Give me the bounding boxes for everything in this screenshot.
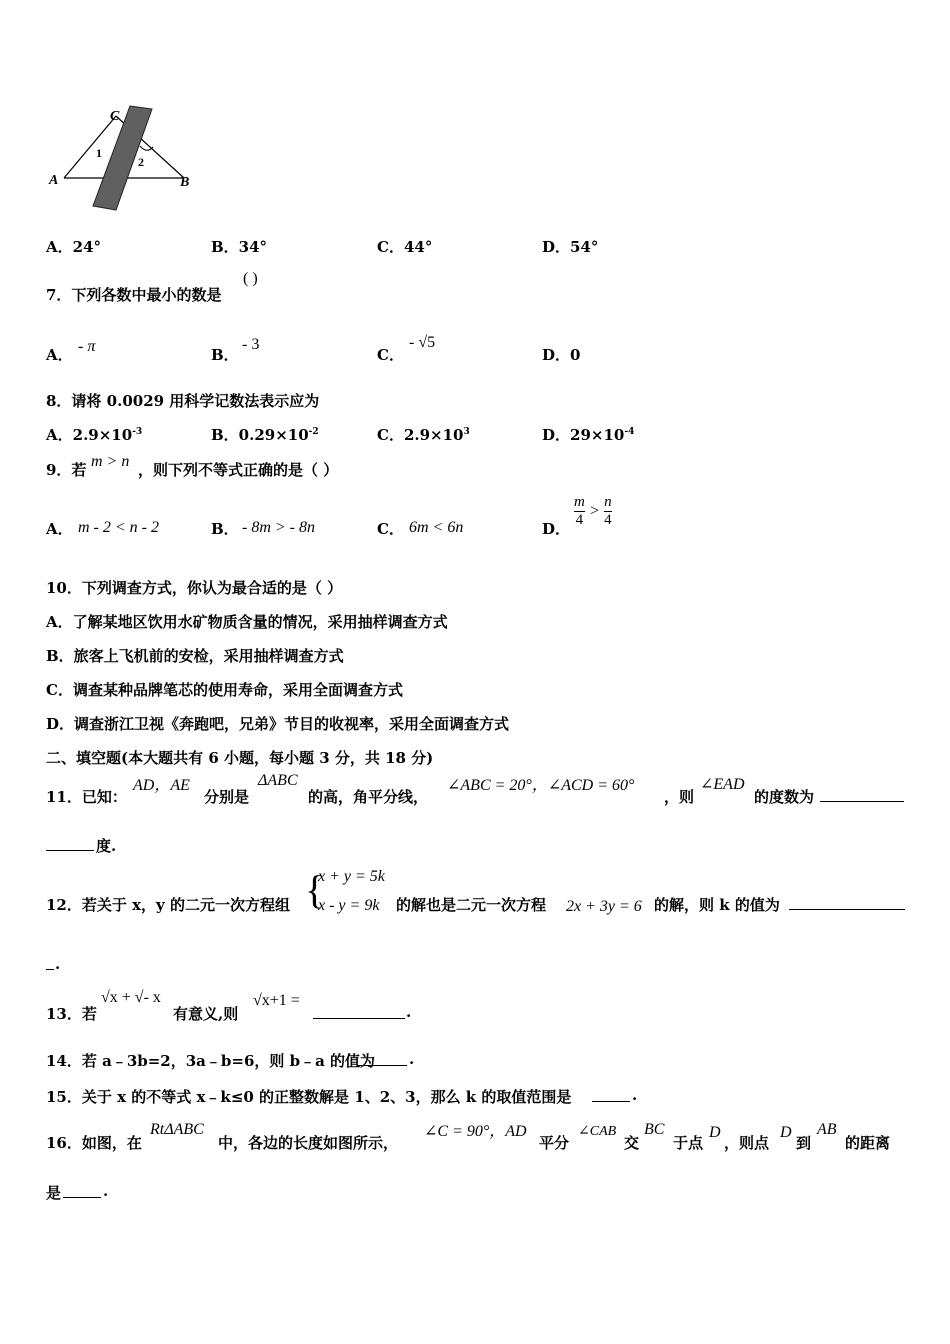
q8-option-d: D．$29\times 10^{-4}$ <box>542 426 635 444</box>
label-c: C <box>110 109 120 124</box>
q16-text-4: 于点 <box>673 1134 704 1152</box>
q13-math-sqrt-sum: √x + √- x <box>101 989 161 1006</box>
q16-math-rt-triangle: RtΔABC <box>150 1121 204 1138</box>
q7-option-b-math: - 3 <box>242 336 260 353</box>
q11-math-triangle: ΔABC <box>258 772 298 789</box>
q9-stem-post: ，则下列不等式正确的是（ ） <box>138 461 339 479</box>
q16-text-5: ，则点 <box>724 1134 770 1152</box>
q11-text-3: ，则 <box>664 788 695 806</box>
q10-option-c: C．调查某种品牌笔芯的使用寿命，采用全面调查方式 <box>46 681 403 699</box>
q9-stem-pre: 9．若 <box>46 461 87 479</box>
q14-end: . <box>409 1050 415 1068</box>
q7-option-a-math: - π <box>78 338 96 355</box>
q16-math-d: D <box>709 1124 721 1141</box>
q11-text-1: 分别是 <box>204 788 250 806</box>
q11-answer-blank-2[interactable] <box>46 836 94 851</box>
q9-option-d: D． <box>542 520 571 538</box>
q6-option-c: C．44° <box>377 238 433 256</box>
q6-option-b: B．34° <box>211 238 268 256</box>
q13-answer-blank[interactable] <box>313 1004 405 1019</box>
q16-text-6: 到 <box>796 1134 812 1152</box>
q13-text-1: 有意义,则 <box>173 1005 239 1023</box>
q12-text-1: 的解也是二元一次方程 <box>396 896 547 914</box>
q13-math-sqrt-x-plus-1: √x+1 = <box>253 992 300 1009</box>
q16-text-7: 的距离 <box>845 1134 891 1152</box>
q12-equation-1: x + y = 5k <box>318 868 385 885</box>
q7-stem: 7．下列各数中最小的数是 <box>46 286 222 304</box>
fraction-n-over-4: $\frac{n}{4}$ <box>604 494 612 528</box>
q16-math-angle-c: ∠C = 90°，AD <box>424 1123 527 1140</box>
q12-text-3: . <box>55 955 61 973</box>
q10-option-d: D．调查浙江卫视《奔跑吧，兄弟》节目的收视率，采用全面调查方式 <box>46 715 510 733</box>
q11-text-4: 的度数为 <box>754 788 815 806</box>
q12-pre: 12．若关于 x，y 的二元一次方程组 <box>46 896 290 914</box>
q9-option-b-math: - 8m > - 8n <box>242 519 316 536</box>
q15-text: 15．关于 x 的不等式 x﹣k≤0 的正整数解是 1、2、3，那么 k 的取值范围是 <box>46 1088 572 1106</box>
q11-text-5: 度. <box>96 837 117 855</box>
q12-math-linear: 2x + 3y = 6 <box>566 898 642 915</box>
q7-option-b: B． <box>211 346 239 364</box>
q10-option-a: A．了解某地区饮用水矿物质含量的情况，采用抽样调查方式 <box>46 613 448 631</box>
q16-math-d-2: D <box>780 1124 792 1141</box>
q16-text-3: 交 <box>624 1134 640 1152</box>
q14-answer-blank[interactable] <box>357 1051 407 1066</box>
q12-answer-blank-1[interactable] <box>789 895 905 910</box>
section-2-heading: 二、填空题(本大题共有 6 小题，每小题 3 分，共 18 分) <box>46 749 434 767</box>
q16-text-1: 中，各边的长度如图所示， <box>218 1134 399 1152</box>
q13-pre: 13．若 <box>46 1005 97 1023</box>
label-b: B <box>180 175 190 190</box>
q16-text-8: 是 <box>46 1184 62 1202</box>
q8-option-b: B．$0.29\times 10^{-2}$ <box>211 426 319 444</box>
q11-math-ad-ae: AD，AE <box>133 777 190 794</box>
greater-than: > <box>589 502 599 520</box>
q14-text: 14．若 a﹣3b=2，3a﹣b=6，则 b﹣a 的值为 <box>46 1052 376 1070</box>
q12-equation-2: x - y = 9k <box>318 897 380 914</box>
q7-paren: ( ) <box>243 270 258 287</box>
q16-text-2: 平分 <box>539 1134 570 1152</box>
q7-option-c: C． <box>377 346 404 364</box>
q7-option-c-math: - √5 <box>409 334 436 351</box>
q7-option-a: A． <box>46 346 73 364</box>
q13-text-2: . <box>406 1003 412 1021</box>
q12-system-brace: { <box>305 867 325 912</box>
q6-option-d: D．54° <box>542 238 599 256</box>
q9-option-d-math <box>574 494 612 529</box>
q11-answer-blank-1[interactable] <box>820 787 904 802</box>
triangle-ruler-figure <box>44 100 204 215</box>
q6-option-a: A．24° <box>46 238 102 256</box>
label-2: 2 <box>138 155 144 169</box>
q11-pre: 11．已知： <box>46 788 127 806</box>
label-a: A <box>49 173 59 188</box>
q8-option-c: C．$2.9\times 10^3$ <box>377 426 470 444</box>
q12-text-2: 的解，则 k 的值为 <box>654 896 780 914</box>
q10-option-b: B．旅客上飞机前的安检，采用抽样调查方式 <box>46 647 344 665</box>
q16-pre: 16．如图，在 <box>46 1134 142 1152</box>
q12-answer-blank-2[interactable] <box>46 955 54 970</box>
q8-stem: 8．请将 0.0029 用科学记数法表示应为 <box>46 392 320 410</box>
q9-stem-math: m > n <box>91 453 130 470</box>
q11-math-ead: ∠EAD <box>700 776 745 793</box>
q16-math-ab: AB <box>817 1121 837 1138</box>
q16-math-angle-cab: ∠CAB <box>578 1124 617 1139</box>
q9-option-c: C． <box>377 520 404 538</box>
q15-end: . <box>632 1086 638 1104</box>
q15-answer-blank[interactable] <box>592 1087 630 1102</box>
q16-math-bc: BC <box>644 1121 665 1138</box>
q9-option-a: A． <box>46 520 73 538</box>
q8-option-a: A．$2.9\times 10^{-3}$ <box>46 426 143 444</box>
q11-math-angles: ∠ABC = 20°，∠ACD = 60° <box>447 777 635 794</box>
q9-option-c-math: 6m < 6n <box>409 519 464 536</box>
q10-stem: 10．下列调查方式，你认为最合适的是（ ） <box>46 579 343 597</box>
q9-option-b: B． <box>211 520 239 538</box>
label-1: 1 <box>96 146 102 160</box>
fraction-m-over-4: $\frac{m}{4}$ <box>574 494 585 528</box>
q11-text-2: 的高，角平分线， <box>308 788 429 806</box>
q16-end: . <box>103 1182 109 1200</box>
q9-option-a-math: m - 2 < n - 2 <box>78 519 160 536</box>
q7-option-d: D．0 <box>542 346 581 364</box>
q16-answer-blank[interactable] <box>63 1183 101 1198</box>
